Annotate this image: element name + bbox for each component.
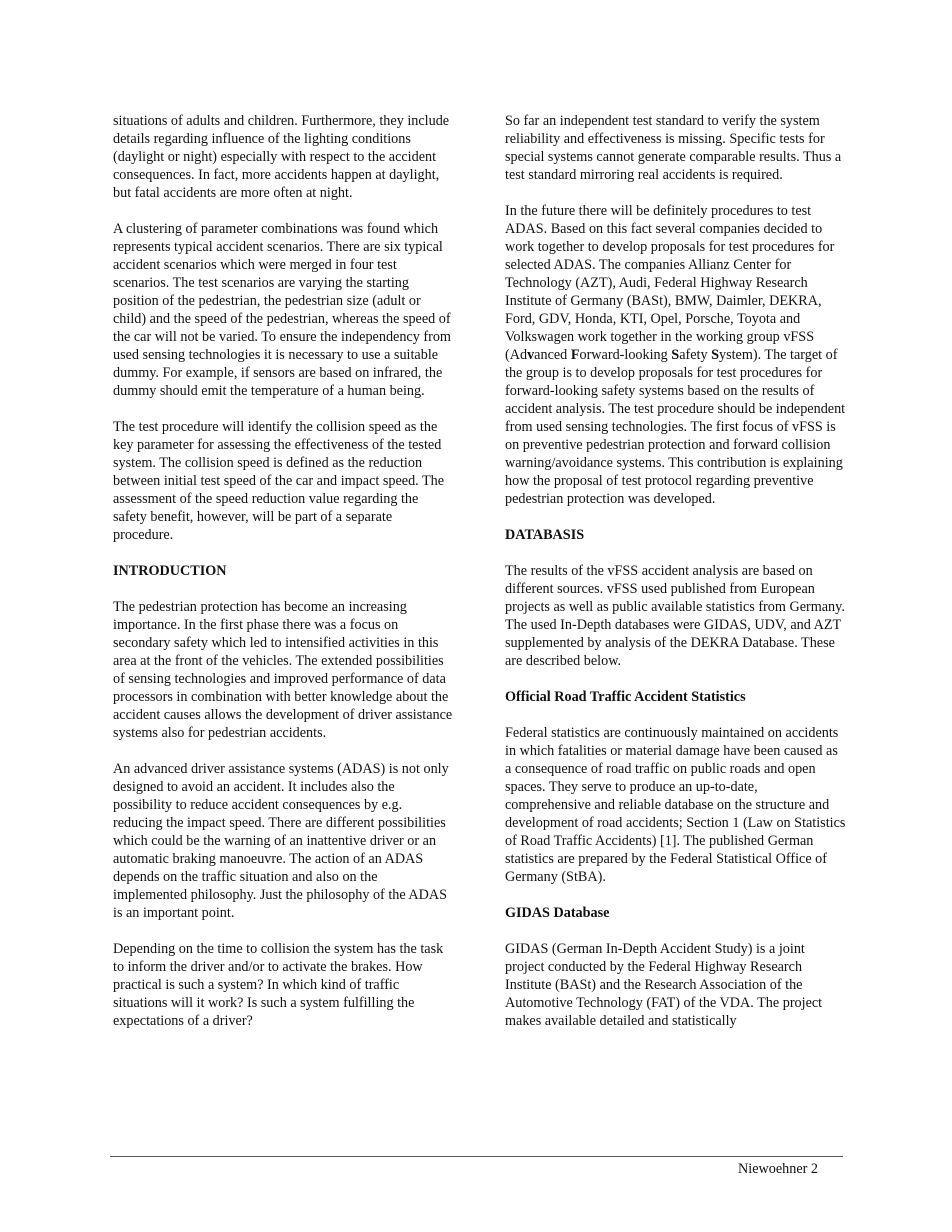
left-paragraph-3: The test procedure will identify the collision speed as the key parameter for assessing the effectiveness of the tested system. The collision speed is defined as the reduction between initial test speed of the car and impact speed. The assessment of the speed reduction value regarding the safety benefit, however, will be part of a separate procedure. [113, 419, 445, 543]
vfss-bold-s2: S [711, 347, 719, 363]
right-paragraph-5: GIDAS (German In-Depth Accident Study) is a joint project conducted by the Federal Highway Research Institute (BASt) and the Research Association of the Automotive Technology (FAT) of the VDA. The project makes available detailed and statistically [505, 941, 823, 1029]
footer-divider [110, 1156, 843, 1157]
left-paragraph-2: A clustering of parameter combinations was found which represents typical accident scenarios. There are six typical accident scenarios which were merged in four test scenarios. The test scenarios are varying the starting position of the pedestrian, the pedestrian size (adult or child) and the speed of the pedestrian, whereas the speed of the car will not be varied. To ensure the independency from used sensing technologies it is necessary to use a suitable dummy. For example, if sensors are based on infrared, the dummy should emit the temperature of a human being. [113, 221, 451, 399]
vfss-bold-v: v [527, 347, 535, 363]
heading-introduction: INTRODUCTION [113, 563, 227, 579]
page-footer-author-page: Niewoehner 2 [738, 1161, 818, 1177]
vfss-bold-f: F [570, 347, 580, 363]
right-paragraph-3: The results of the vFSS accident analysis are based on different sources. vFSS used published from European projects as well as public available statistics from Germany. The used In-Depth databases were GIDAS, UDV, and AZT supplemented by analysis of the DEKRA Database. These are described below. [505, 563, 845, 669]
vfss-text-afety: afety [679, 347, 712, 363]
left-column [113, 112, 455, 1048]
vfss-text-end: ystem). The target of the group is to develop proposals for test procedures for forward-looking safety systems based on the results of accident analysis. The test procedure should be independent from used sensing technologies. The first focus of vFSS is on preventive pedestrian protection and forward collision warning/avoidance systems. This contribution is explaining how the proposal of test protocol regarding preventive pedestrian protection was developed. [505, 347, 846, 507]
heading-official-statistics: Official Road Traffic Accident Statistics [505, 689, 746, 705]
right-paragraph-2 [505, 202, 847, 508]
vfss-bold-s1: S [671, 347, 680, 363]
vfss-text-anced: anced [534, 347, 571, 363]
vfss-text-orward: orward-looking [579, 347, 672, 363]
heading-databasis: DATABASIS [505, 527, 585, 543]
heading-gidas-database: GIDAS Database [505, 905, 610, 921]
right-column [505, 112, 847, 1048]
right-paragraph-4: Federal statistics are continuously maintained on accidents in which fatalities or material damage have been caused as a consequence of road traffic on public roads and open spaces. They serve to produce an up-to-date, comprehensive and reliable database on the structure and development of road accidents; Section 1 (Law on Statistics of Road Traffic Accidents) [1]. The published German statistics are prepared by the Federal Statistical Office of Germany (StBA). [505, 725, 846, 885]
left-paragraph-6: Depending on the time to collision the system has the task to inform the driver and/or to activate the brakes. How practical is such a system? In which kind of traffic situations will it work? Is such a system fulfilling the expectations of a driver? [113, 941, 444, 1029]
left-paragraph-4: The pedestrian protection has become an increasing importance. In the first phase there was a focus on secondary safety which led to intensified activities in this area at the front of the vehicles. The extended possibilities of sensing technologies and improved performance of data processors in combination with better knowledge about the accident causes allows the development of driver assistance systems also for pedestrian accidents. [113, 599, 453, 741]
left-paragraph-1: situations of adults and children. Furthermore, they include details regarding influence of the lighting conditions (daylight or night) especially with respect to the accident consequences. In fact, more accidents happen at daylight, but fatal accidents are more often at night. [113, 113, 450, 201]
left-paragraph-5: An advanced driver assistance systems (ADAS) is not only designed to avoid an accident. It includes also the possibility to reduce accident consequences by e.g. reducing the impact speed. There are different possibilities which could be the warning of an inattentive driver or an automatic braking manoeuvre. The action of an ADAS depends on the traffic situation and also on the implemented philosophy. Just the philosophy of the ADAS is an important point. [113, 761, 449, 921]
vfss-text-start: In the future there will be definitely procedures to test ADAS. Based on this fact several companies decided to work together to develop proposals for test procedures for selected ADAS. The companies Allianz Center for Technology (AZT), Audi, Federal Highway Research Institute of Germany (BASt), BMW, Daimler, DEKRA, Ford, GDV, Honda, KTI, Opel, Porsche, Toyota and Volkswagen work together in the working group vFSS (Ad [505, 203, 835, 363]
right-paragraph-1: So far an independent test standard to verify the system reliability and effectiveness is missing. Specific tests for special systems cannot generate comparable results. Thus a test standard mirroring real accidents is required. [505, 113, 842, 183]
